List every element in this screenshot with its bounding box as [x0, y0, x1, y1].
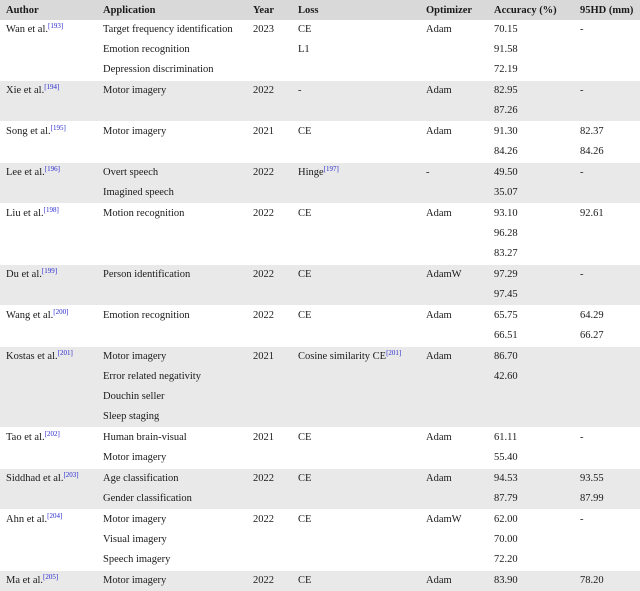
reference-link[interactable]: [193]: [48, 22, 63, 30]
optimizer-text: Adam: [426, 571, 488, 591]
optimizer-cell: [420, 571, 488, 591]
reference-link[interactable]: [203]: [63, 471, 78, 479]
optimizer-text: Adam: [426, 469, 488, 489]
table-row: [0, 163, 640, 204]
header-row: [0, 0, 640, 20]
header-year: Year: [247, 0, 292, 20]
loss-cell: [292, 204, 420, 265]
optimizer-text: AdamW: [426, 510, 488, 530]
author-name: Du et al.: [6, 269, 42, 280]
table-row: [0, 469, 640, 510]
application-cell-text: Motor imagery: [103, 452, 166, 463]
reference-link[interactable]: [202]: [45, 430, 60, 438]
year-text: 2021: [253, 428, 292, 448]
accuracy-cell-text: 72.20: [494, 554, 518, 565]
loss-cell: [292, 81, 420, 122]
header-author: Author: [0, 0, 97, 20]
accuracy-cell: [488, 428, 574, 469]
header-95hd: 95HD (mm): [574, 0, 640, 20]
reference-link[interactable]: [205]: [43, 573, 58, 581]
hd-cell: [574, 428, 640, 469]
loss-cell-text: Cosine similarity CE: [298, 351, 386, 362]
author-cell: [0, 204, 97, 265]
application-cell-text: Depression discrimination: [103, 64, 214, 75]
accuracy-cell-text: 72.19: [494, 64, 518, 75]
reference-link[interactable]: [195]: [51, 124, 66, 132]
year-cell: [247, 469, 292, 510]
table-row: [0, 571, 640, 591]
reference-link[interactable]: [204]: [47, 512, 62, 520]
loss-cell: [292, 510, 420, 571]
hd-cell-text: -: [580, 514, 584, 525]
year-cell: [247, 265, 292, 306]
accuracy-cell: [488, 306, 574, 347]
table-row: [0, 265, 640, 306]
header-optimizer: Optimizer: [420, 0, 488, 20]
loss-cell: [292, 428, 420, 469]
optimizer-text: Adam: [426, 20, 488, 40]
year-text: 2022: [253, 469, 292, 489]
hd-cell-text: -: [580, 432, 584, 443]
optimizer-text: Adam: [426, 204, 488, 224]
accuracy-cell-text: 55.40: [494, 452, 518, 463]
accuracy-cell: [488, 20, 574, 81]
accuracy-cell-text: 94.53: [494, 473, 518, 484]
accuracy-cell-text: 86.70: [494, 351, 518, 362]
accuracy-cell-text: 42.60: [494, 371, 518, 382]
accuracy-cell-text: 87.79: [494, 493, 518, 504]
optimizer-cell: [420, 20, 488, 81]
optimizer-text: -: [426, 163, 488, 183]
accuracy-cell: [488, 571, 574, 591]
author-name: Tao et al.: [6, 432, 45, 443]
accuracy-cell-text: 83.27: [494, 248, 518, 259]
application-cell: [97, 122, 247, 163]
author-name: Ahn et al.: [6, 514, 47, 525]
loss-cell-text: Hinge: [298, 167, 324, 178]
year-text: 2022: [253, 81, 292, 101]
application-cell-text: Sleep staging: [103, 411, 159, 422]
year-text: 2023: [253, 20, 292, 40]
loss-cell-text: CE: [298, 575, 311, 586]
hd-cell-text: 82.37: [580, 126, 604, 137]
author-name: Kostas et al.: [6, 351, 58, 362]
year-cell: [247, 347, 292, 428]
author-cell: [0, 510, 97, 571]
accuracy-cell: [488, 163, 574, 204]
loss-cell-text: -: [298, 85, 302, 96]
application-cell-text: Age classification: [103, 473, 179, 484]
year-text: 2021: [253, 347, 292, 367]
table-body: [0, 20, 640, 591]
year-cell: [247, 428, 292, 469]
hd-cell: [574, 571, 640, 591]
reference-link[interactable]: [201]: [58, 349, 73, 357]
year-text: 2022: [253, 204, 292, 224]
accuracy-cell-text: 91.30: [494, 126, 518, 137]
application-cell: [97, 347, 247, 428]
author-cell: [0, 428, 97, 469]
hd-cell: [574, 306, 640, 347]
application-cell-text: Emotion recognition: [103, 44, 190, 55]
accuracy-cell: [488, 265, 574, 306]
reference-link[interactable]: [194]: [44, 83, 59, 91]
author-name: Siddhad et al.: [6, 473, 63, 484]
hd-cell: [574, 81, 640, 122]
accuracy-cell-text: 97.29: [494, 269, 518, 280]
author-name: Lee et al.: [6, 167, 45, 178]
application-cell: [97, 571, 247, 591]
author-name: Ma et al.: [6, 575, 43, 586]
loss-cell-text: CE: [298, 310, 311, 321]
optimizer-cell: [420, 265, 488, 306]
accuracy-cell-text: 62.00: [494, 514, 518, 525]
optimizer-cell: [420, 306, 488, 347]
author-name: Wan et al.: [6, 24, 48, 35]
hd-cell-text: 66.27: [580, 330, 604, 341]
header-accuracy: Accuracy (%): [488, 0, 574, 20]
accuracy-cell-text: 66.51: [494, 330, 518, 341]
table-row: [0, 347, 640, 428]
loss-cell-text: CE: [298, 473, 311, 484]
table-row: [0, 510, 640, 571]
hd-cell-text: -: [580, 167, 584, 178]
application-cell-text: Gender classification: [103, 493, 192, 504]
accuracy-cell: [488, 81, 574, 122]
hd-cell-text: 87.99: [580, 493, 604, 504]
year-text: 2022: [253, 510, 292, 530]
loss-cell: [292, 306, 420, 347]
application-cell-text: Motion recognition: [103, 208, 184, 219]
application-cell-text: Human brain-visual: [103, 432, 187, 443]
application-cell-text: Douchin seller: [103, 391, 165, 402]
application-cell: [97, 510, 247, 571]
hd-cell: [574, 510, 640, 571]
loss-cell: [292, 122, 420, 163]
hd-cell-text: -: [580, 269, 584, 280]
optimizer-text: Adam: [426, 428, 488, 448]
application-cell-text: Target frequency identification: [103, 24, 233, 35]
application-cell-text: Motor imagery: [103, 126, 166, 137]
reference-link[interactable]: [199]: [42, 267, 57, 275]
application-cell-text: Person identification: [103, 269, 190, 280]
loss-cell: [292, 469, 420, 510]
accuracy-cell-text: 70.15: [494, 24, 518, 35]
application-cell: [97, 204, 247, 265]
author-cell: [0, 81, 97, 122]
optimizer-text: Adam: [426, 122, 488, 142]
application-cell: [97, 306, 247, 347]
accuracy-cell-text: 61.11: [494, 432, 517, 443]
table-row: [0, 20, 640, 81]
table-row: [0, 428, 640, 469]
accuracy-cell-text: 49.50: [494, 167, 518, 178]
accuracy-cell-text: 91.58: [494, 44, 518, 55]
loss-cell-text: CE: [298, 208, 311, 219]
application-cell-text: Visual imagery: [103, 534, 167, 545]
hd-cell: [574, 122, 640, 163]
optimizer-cell: [420, 163, 488, 204]
year-cell: [247, 571, 292, 591]
optimizer-cell: [420, 428, 488, 469]
table-row: [0, 122, 640, 163]
reference-link[interactable]: [200]: [53, 308, 68, 316]
application-cell-text: Motor imagery: [103, 85, 166, 96]
hd-cell-text: 84.26: [580, 146, 604, 157]
accuracy-cell-text: 96.28: [494, 228, 518, 239]
year-cell: [247, 306, 292, 347]
loss-cell: [292, 20, 420, 81]
loss-cell-text: CE: [298, 24, 311, 35]
optimizer-text: Adam: [426, 81, 488, 101]
year-text: 2022: [253, 163, 292, 183]
author-cell: [0, 163, 97, 204]
accuracy-cell-text: 35.07: [494, 187, 518, 198]
application-cell: [97, 428, 247, 469]
year-text: 2022: [253, 571, 292, 591]
hd-cell: [574, 265, 640, 306]
author-cell: [0, 265, 97, 306]
hd-cell-text: 78.20: [580, 575, 604, 586]
accuracy-cell: [488, 469, 574, 510]
application-cell: [97, 163, 247, 204]
year-cell: [247, 510, 292, 571]
hd-cell: [574, 163, 640, 204]
hd-cell-text: -: [580, 85, 584, 96]
reference-link[interactable]: [201]: [386, 349, 401, 357]
optimizer-cell: [420, 510, 488, 571]
accuracy-cell-text: 70.00: [494, 534, 518, 545]
accuracy-cell-text: 83.90: [494, 575, 518, 586]
application-cell-text: Emotion recognition: [103, 310, 190, 321]
table-row: [0, 306, 640, 347]
hd-cell-text: 92.61: [580, 208, 604, 219]
header-loss: Loss: [292, 0, 420, 20]
application-cell-text: Imagined speech: [103, 187, 174, 198]
author-cell: [0, 469, 97, 510]
application-cell: [97, 469, 247, 510]
application-cell: [97, 265, 247, 306]
loss-cell-text: CE: [298, 432, 311, 443]
loss-cell-text: L1: [298, 44, 310, 55]
author-cell: [0, 306, 97, 347]
author-name: Xie et al.: [6, 85, 44, 96]
application-cell-text: Motor imagery: [103, 351, 166, 362]
author-cell: [0, 122, 97, 163]
application-cell-text: Motor imagery: [103, 575, 166, 586]
reference-link[interactable]: [196]: [45, 165, 60, 173]
reference-link[interactable]: [197]: [324, 165, 339, 173]
reference-link[interactable]: [198]: [44, 206, 59, 214]
year-cell: [247, 163, 292, 204]
author-cell: [0, 347, 97, 428]
loss-cell: [292, 163, 420, 204]
loss-cell-text: CE: [298, 269, 311, 280]
table-row: [0, 81, 640, 122]
accuracy-cell-text: 87.26: [494, 105, 518, 116]
author-cell: [0, 571, 97, 591]
header-application: Application: [97, 0, 247, 20]
accuracy-cell-text: 97.45: [494, 289, 518, 300]
hd-cell: [574, 469, 640, 510]
author-name: Song et al.: [6, 126, 51, 137]
application-cell-text: Speech imagery: [103, 554, 170, 565]
loss-cell: [292, 265, 420, 306]
accuracy-cell-text: 82.95: [494, 85, 518, 96]
application-cell: [97, 81, 247, 122]
accuracy-cell: [488, 510, 574, 571]
accuracy-cell: [488, 122, 574, 163]
accuracy-cell: [488, 204, 574, 265]
application-cell-text: Overt speech: [103, 167, 158, 178]
loss-cell: [292, 571, 420, 591]
hd-cell-text: -: [580, 24, 584, 35]
accuracy-cell-text: 84.26: [494, 146, 518, 157]
hd-cell: [574, 20, 640, 81]
year-text: 2021: [253, 122, 292, 142]
year-cell: [247, 204, 292, 265]
accuracy-cell-text: 93.10: [494, 208, 518, 219]
year-cell: [247, 20, 292, 81]
optimizer-cell: [420, 122, 488, 163]
optimizer-cell: [420, 469, 488, 510]
loss-cell: [292, 347, 420, 428]
optimizer-text: AdamW: [426, 265, 488, 285]
accuracy-cell: [488, 347, 574, 428]
year-cell: [247, 122, 292, 163]
loss-cell-text: CE: [298, 126, 311, 137]
author-cell: [0, 20, 97, 81]
table-row: [0, 204, 640, 265]
hd-cell: [574, 347, 640, 428]
author-name: Wang et al.: [6, 310, 53, 321]
year-text: 2022: [253, 265, 292, 285]
hd-cell-text: 93.55: [580, 473, 604, 484]
application-cell: [97, 20, 247, 81]
optimizer-cell: [420, 81, 488, 122]
optimizer-text: Adam: [426, 306, 488, 326]
optimizer-text: Adam: [426, 347, 488, 367]
optimizer-cell: [420, 204, 488, 265]
application-cell-text: Error related negativity: [103, 371, 201, 382]
hd-cell-text: 64.29: [580, 310, 604, 321]
accuracy-cell-text: 65.75: [494, 310, 518, 321]
year-cell: [247, 81, 292, 122]
year-text: 2022: [253, 306, 292, 326]
loss-cell-text: CE: [298, 514, 311, 525]
optimizer-cell: [420, 347, 488, 428]
hd-cell: [574, 204, 640, 265]
application-cell-text: Motor imagery: [103, 514, 166, 525]
author-name: Liu et al.: [6, 208, 44, 219]
